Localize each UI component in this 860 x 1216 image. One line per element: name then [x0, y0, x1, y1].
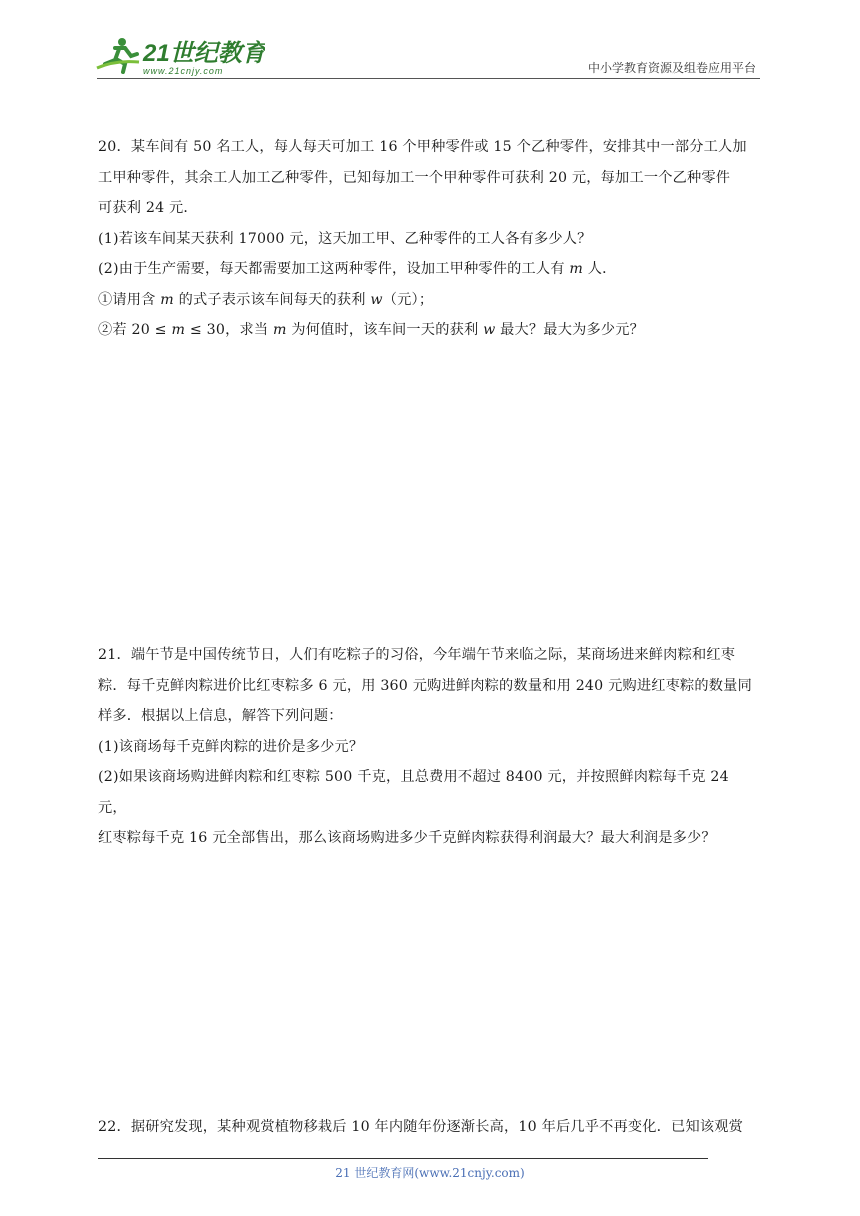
- header-platform-text: 中小学教育资源及组卷应用平台: [587, 61, 756, 75]
- question-22: [98, 1112, 762, 1143]
- q20-sub-1: ①请用含 m 的式子表示该车间每天的获利 w（元）；: [98, 291, 434, 308]
- header-divider: [97, 78, 760, 79]
- q22-stem-line-1: 22．据研究发现，某种观赏植物移栽后 10 年内随年份逐渐长高，10 年后几乎不再变化．已知该观赏: [98, 1119, 743, 1135]
- q21-part-2-line-2: 红枣粽每千克 16 元全部售出，那么该商场购进多少千克鲜肉粽获得利润最大？最大利润是多少？: [98, 830, 716, 846]
- site-logo: [95, 34, 265, 78]
- footer-site-text: 21 世纪教育网(www.21cnjy.com): [335, 1166, 525, 1180]
- q20-stem-line-1: 20．某车间有 50 名工人，每人每天可加工 16 个甲种零件或 15 个乙种零件，安排其中一部分工人加: [98, 139, 747, 155]
- q20-sub-2: ②若 20 ≤ m ≤ 30，求当 m 为何值时，该车间一天的获利 w 最大？最大为多少元？: [98, 322, 645, 338]
- q21-part-2-line-1: (2)如果该商场购进鲜肉粽和红枣粽 500 千克，且总费用不超过 8400 元，并按照鲜肉粽每千克 24 元，: [98, 769, 729, 816]
- q21-stem-line-2: 粽．每千克鲜肉粽进价比红枣粽多 6 元，用 360 元购进鲜肉粽的数量和用 240 元购进红枣粽的数量同: [98, 677, 752, 694]
- q20-stem-line-2: 工甲种零件，其余工人加工乙种零件，已知每加工一个甲种零件可获利 20 元，每加工一个乙种零件: [98, 169, 731, 186]
- q20-stem-line-3: 可获利 24 元．: [98, 200, 198, 216]
- question-21: [98, 640, 762, 854]
- footer-divider: [98, 1158, 708, 1159]
- q21-part-1: (1)该商场每千克鲜肉粽的进价是多少元？: [98, 738, 364, 755]
- question-20: [98, 132, 762, 346]
- logo-text: 21世纪教育: [143, 40, 265, 67]
- runner-logo-icon: [95, 34, 265, 78]
- q21-stem-line-1: 21．端午节是中国传统节日，人们有吃粽子的习俗，今年端午节来临之际，某商场进来鲜肉粽和红枣: [98, 647, 736, 663]
- logo-url-text: www.21cnjy.com: [143, 66, 224, 76]
- q21-stem-line-3: 样多．根据以上信息，解答下列问题：: [98, 708, 343, 724]
- q20-part-1: (1)若该车间某天获利 17000 元，这天加工甲、乙种零件的工人各有多少人？: [98, 230, 592, 247]
- q20-part-2: (2)由于生产需要，每天都需要加工这两种零件，设加工甲种零件的工人有 m 人．: [98, 261, 617, 277]
